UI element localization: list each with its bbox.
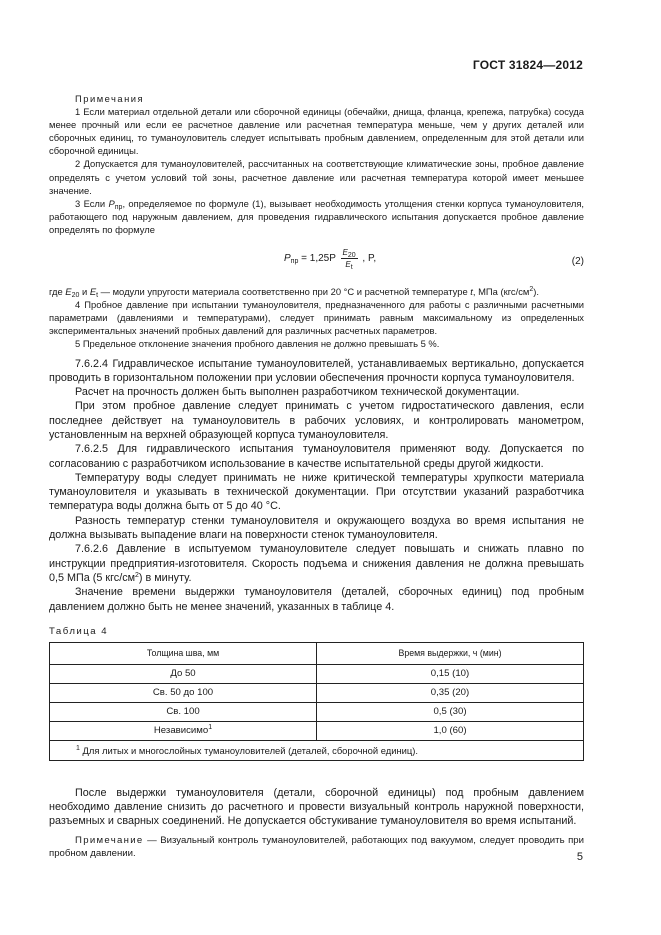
note-4: 4 Пробное давление при испытании туманоуловителя, предназначенного для работы с различными расчетными параметрами (давлениями и температурами), следует принимать равным максимальному из определенных экспериментальных значений пробных давлений для различных расчетных параметров. <box>49 299 584 337</box>
where-sup: 2 <box>529 286 534 294</box>
formula-where <box>49 285 584 298</box>
where-and: и <box>79 286 90 298</box>
where-units: , МПа (кгс/см <box>472 286 530 298</box>
table-cell-time: 0,35 (20) <box>317 683 584 702</box>
formula-fraction <box>341 247 358 270</box>
note-3-var: P <box>108 197 115 209</box>
where-e20-sub: 20 <box>71 292 80 300</box>
table-cell-thickness: До 50 <box>50 664 317 683</box>
table-header-row <box>50 642 584 664</box>
formula-den-var: E <box>345 260 351 270</box>
table-footnote-text: Для литых и многослойных туманоуловителей (деталей, сборочной единиц). <box>79 744 418 756</box>
table-row <box>50 721 584 740</box>
where-t: t <box>470 286 473 298</box>
formula-denominator <box>341 259 358 270</box>
para-7-6-2-4: 7.6.2.4 Гидравлическое испытание туманоуловителей, устанавливаемых вертикально, допускается проводить в горизонтальном положении при условии обеспечения прочности корпуса туманоуловителя. <box>49 357 584 384</box>
table-header-time: Время выдержки, ч (мин) <box>317 642 584 664</box>
where-text: — модули упругости материала соответственно при 20 °С и расчетной температуре <box>98 286 471 298</box>
para-test-pressure: При этом пробное давление следует принимать с учетом гидростатического давления, если последнее действует на туманоуловитель в рабочих условиях, и контролировать манометром, установленным на верхней образующей корпуса туманоуловителя. <box>49 400 584 441</box>
table-cell-thickness-text: Независимо <box>153 725 209 737</box>
para-7-6-2-6 <box>49 542 584 585</box>
para-water-temperature: Температуру воды следует принимать не ниже критической температуры хрупкости материала туманоуловителя и указывать в технической документации. При отсутствии указаний разработчика температура воды должна быть от 5 до 40 °С. <box>49 471 584 513</box>
table-title: Таблица 4 <box>49 625 109 637</box>
formula-num-var: E <box>342 248 348 258</box>
table-footnote-row <box>50 740 584 760</box>
page-content <box>49 92 584 860</box>
notes-title: Примечания <box>75 93 145 104</box>
final-note-text <box>49 834 584 860</box>
table-footnote-mark: 1 <box>76 744 80 752</box>
where-et-sub: t <box>96 292 99 300</box>
notes-block <box>49 92 584 351</box>
table-cell-time: 0,15 (10) <box>317 664 584 683</box>
note-3-start: 3 Если <box>75 197 109 209</box>
table-cell-thickness <box>50 721 317 740</box>
formula-tail: , P, <box>362 253 377 265</box>
table-row <box>50 683 584 702</box>
table-row <box>50 664 584 683</box>
table-cell-time: 1,0 (60) <box>317 721 584 740</box>
table-footnote <box>50 740 584 760</box>
note-3-sub: пр <box>114 203 123 211</box>
para-7-6-2-6-sup: 2 <box>135 571 139 579</box>
document-header: ГОСТ 31824—2012 <box>472 58 583 72</box>
where-e20: E <box>65 286 72 298</box>
formula-numerator <box>341 247 358 259</box>
para-strength-calc: Расчет на прочность должен быть выполнен разработчиком технической документации. <box>75 386 520 399</box>
final-note-label: Примечание <box>75 834 144 846</box>
para-7-6-2-6-text: 7.6.2.6 Давление в испытуемом туманоуловителе следует повышать и снижать плавно по инструкции предприятия-изготовителя. Скорость подъема и снижения давления не должна превышать 0,5 МПа (5 кгс/см <box>49 543 584 584</box>
formula-den-sub: t <box>350 264 353 272</box>
formula-2 <box>49 241 584 285</box>
table-cell-time: 0,5 (30) <box>317 702 584 721</box>
note-3 <box>49 197 584 236</box>
para-holding-time: Значение времени выдержки туманоуловителя (деталей, сборочных единиц) под пробным давлением должно быть не менее значений, указанных в таблице 4. <box>49 586 584 613</box>
para-7-6-2-6-end: ) в минуту. <box>138 571 192 584</box>
note-1: 1 Если материал отдельной детали или сборочной единицы (обечайки, днища, фланца, крепежа, патрубка) сосуда менее прочный или если ее расчетное давление или расчетная температура меньше, чем у других деталей или сборочных единиц, то туманоуловитель следует испытывать пробным давлением, определенным для этой детали или сборочной единицы. <box>49 106 584 157</box>
note-5: 5 Предельное отклонение значения пробного давления не должно превышать 5 %. <box>75 338 440 350</box>
where-end: ). <box>533 286 539 298</box>
page-number: 5 <box>576 851 583 863</box>
table-cell-thickness: Св. 100 <box>50 702 317 721</box>
para-after-holding: После выдержки туманоуловителя (детали, сборочной единицы) под пробным давлением необходимо давление снизить до расчетного и провести визуальный контроль наружной поверхности, разъемных и сварных соединений. Не допускается обстукивание туманоуловителя во время испытаний. <box>49 786 584 828</box>
table-cell-thickness: Св. 50 до 100 <box>50 683 317 702</box>
formula-number: (2) <box>571 256 584 268</box>
main-text <box>49 357 584 614</box>
para-7-6-2-5: 7.6.2.5 Для гидравлического испытания туманоуловителя применяют воду. Допускается по согласованию с разработчиком использование в качестве испытательной среды другой жидкости. <box>49 443 584 470</box>
final-note-body: — Визуальный контроль туманоуловителей, работающих под вакуумом, следует проводить при пробном давлении. <box>49 834 584 859</box>
formula-num-sub: 20 <box>347 252 356 260</box>
table-footnote-ref: 1 <box>208 724 213 732</box>
table-header-thickness: Толщина шва, мм <box>50 642 317 664</box>
where-et: E <box>89 286 97 298</box>
formula-eq: = 1,25P <box>298 253 336 265</box>
note-3-rest: , определяемое по формуле (1), вызывает необходимость утолщения стенки корпуса туманоуловителя, работающего под наружным давлением, для проведения гидравлического испытания допускается пробное давление определять по формуле <box>49 197 585 235</box>
formula-lhs-sub: пр <box>290 258 299 266</box>
formula-lhs: P <box>284 253 291 265</box>
after-table-text <box>49 786 584 829</box>
note-2: 2 Допускается для туманоуловителей, рассчитанных на соответствующие климатические зоны, пробное давление определять с учетом условий той зоны, расчетное давление или расчетная температура которой имеет меньшее значение. <box>49 158 584 196</box>
where-lead: где <box>49 286 66 298</box>
formula-expression <box>284 247 376 270</box>
final-note <box>49 834 584 860</box>
para-temperature-difference: Разность температур стенки туманоуловителя и окружающего воздуха во время испытания не должна вызывать выпадение влаги на поверхности стенок туманоуловителя. <box>49 514 584 542</box>
table-4 <box>49 642 584 761</box>
table-row <box>50 702 584 721</box>
